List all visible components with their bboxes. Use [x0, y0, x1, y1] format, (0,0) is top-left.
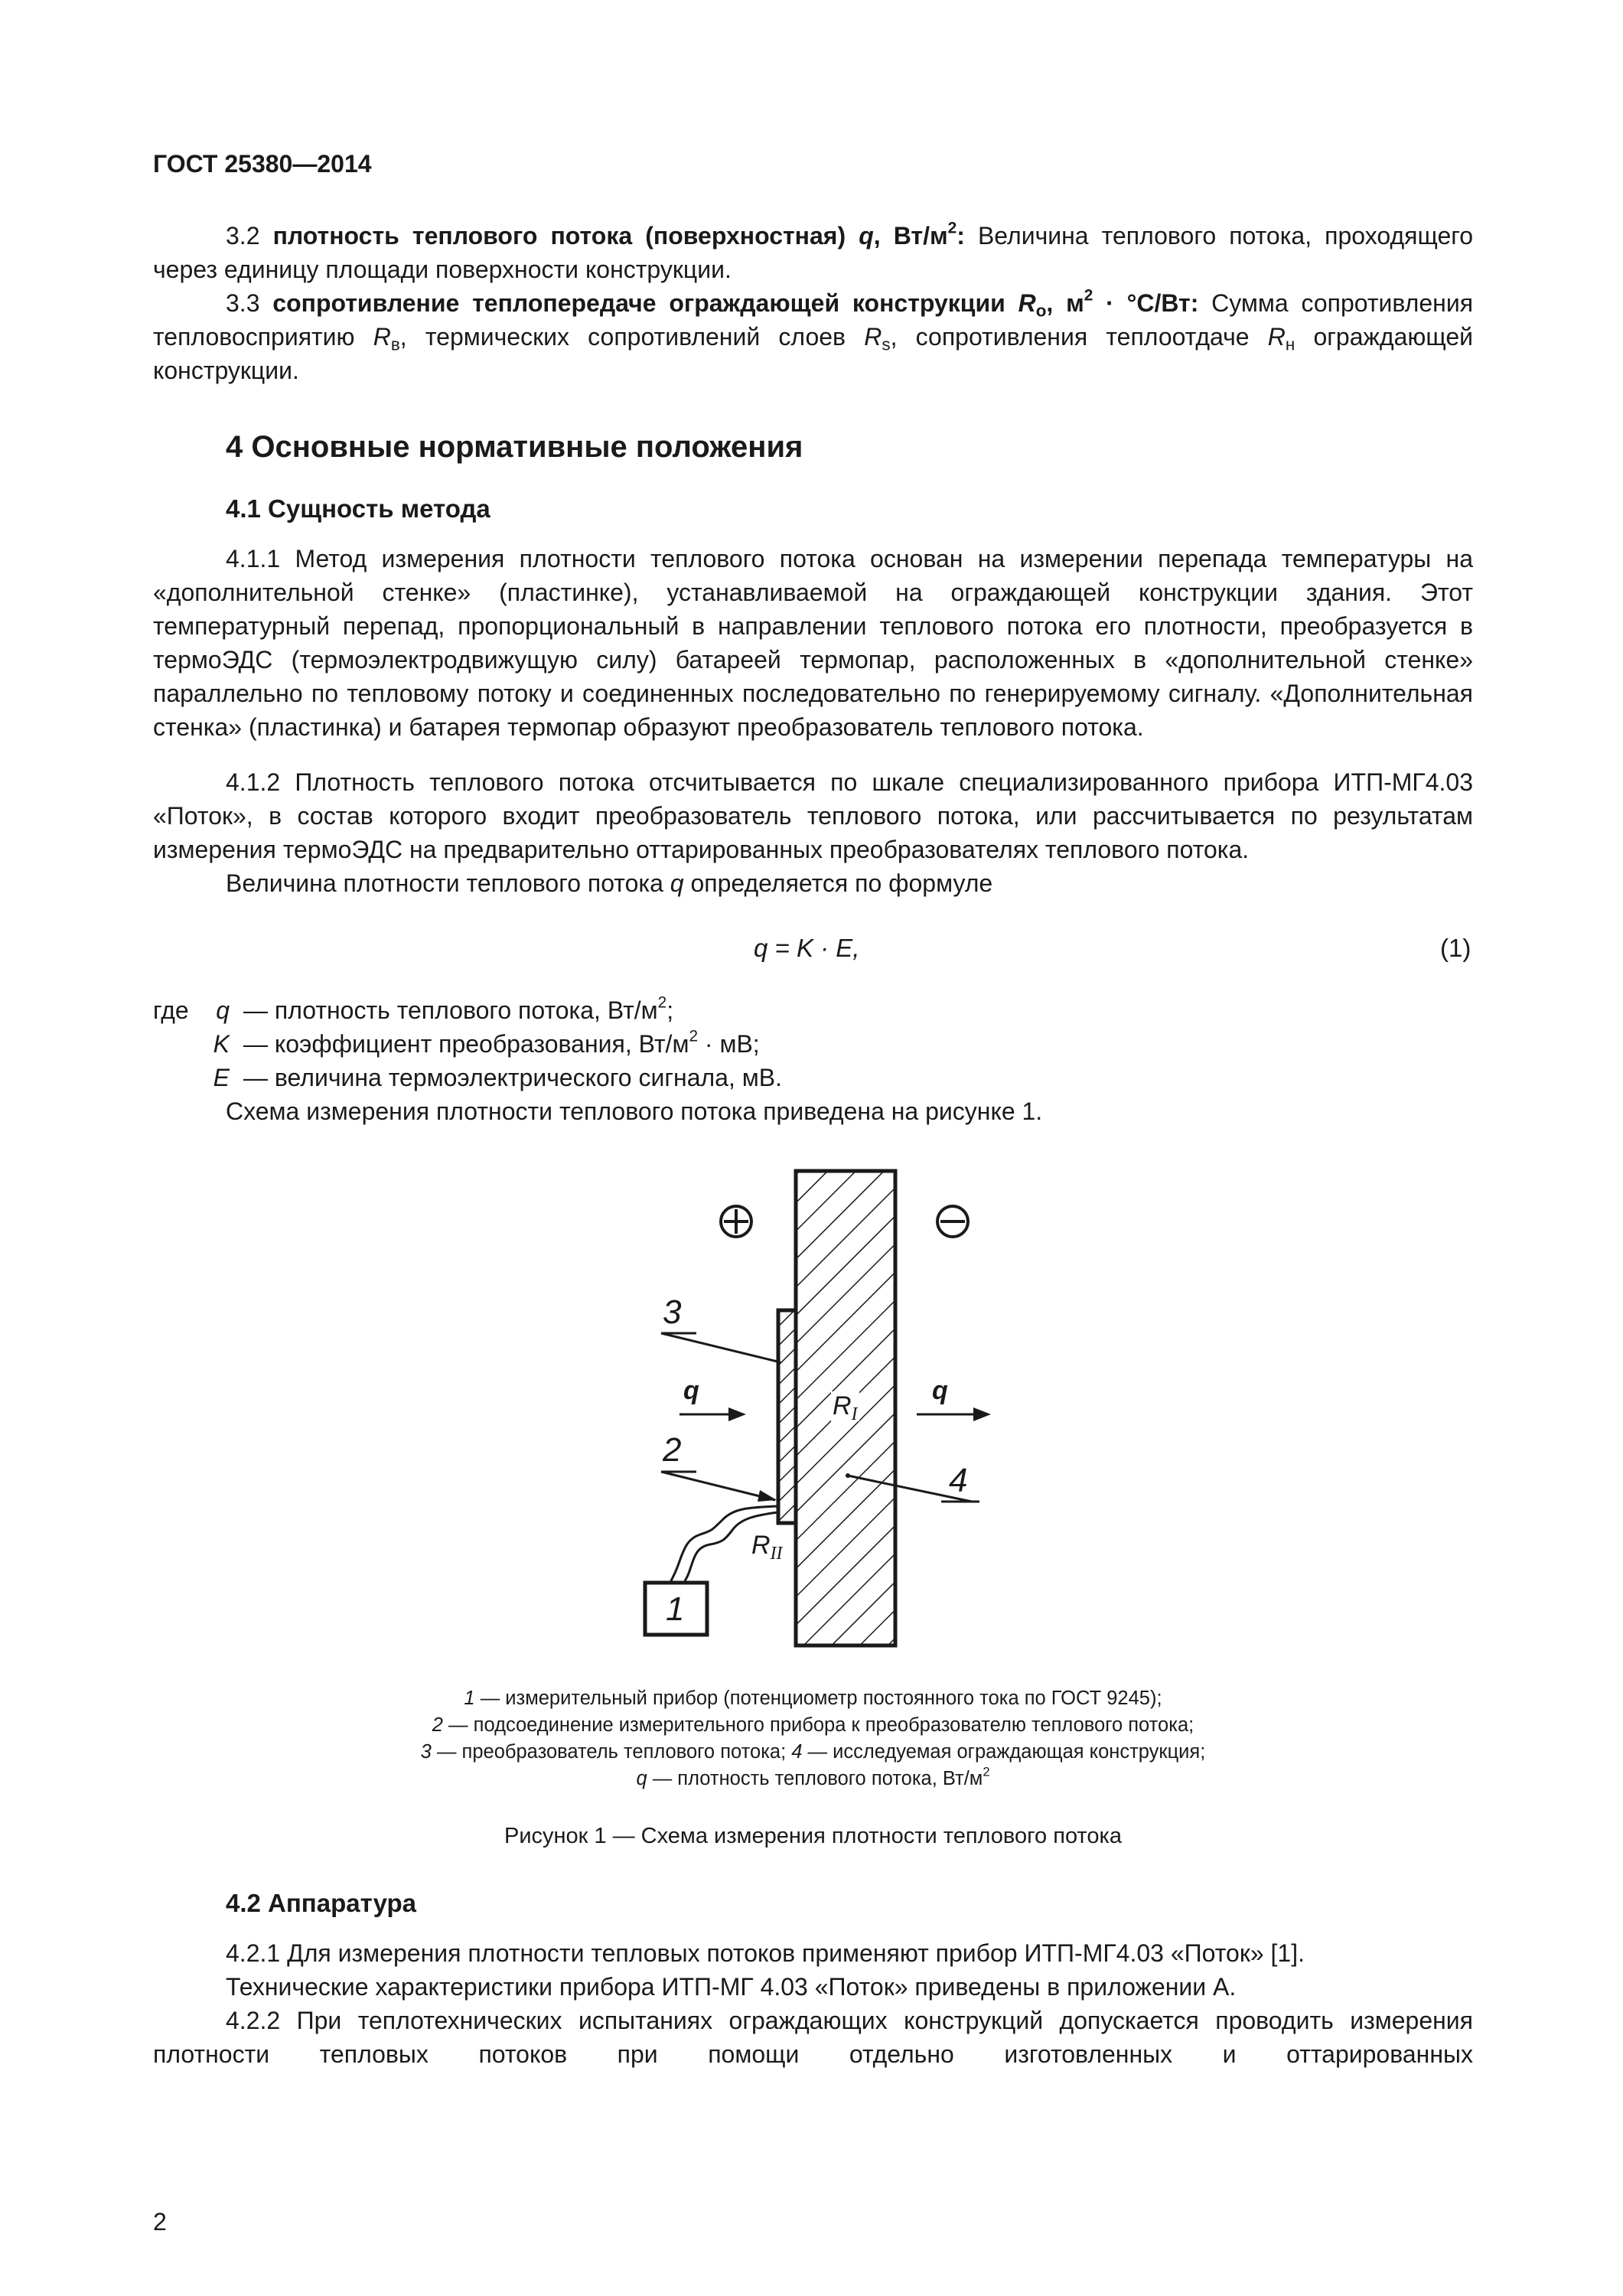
- legend-line: [230, 1739, 1396, 1766]
- where-symbol: K: [213, 1030, 230, 1058]
- figure-label-4: 4: [949, 1462, 968, 1499]
- document-header: ГОСТ 25380—2014: [153, 150, 372, 178]
- formula-intro-text-end: определяется по формуле: [683, 869, 993, 897]
- leader-2: [661, 1472, 775, 1500]
- paragraph-4-2-2: 4.2.2 При теплотехнических испытаниях ограждающих конструкций допускается проводить измерения плотности тепловых потоков при помощи отдельно изготовленных и оттарированных: [153, 2007, 1473, 2068]
- def-term: плотность теплового потока (поверхностная): [272, 222, 859, 249]
- figure-r2: [751, 1531, 783, 1564]
- figure-label-1: 1: [666, 1590, 685, 1628]
- def-unit-exp: 2: [1084, 286, 1093, 305]
- symbol-rs-sub: s: [882, 334, 891, 354]
- symbol-rn-sub: н: [1285, 334, 1295, 354]
- plus-icon: [721, 1206, 751, 1237]
- legend-exp: 2: [983, 1764, 990, 1779]
- leader-2-arrowhead: [758, 1490, 777, 1502]
- legend-num: q: [636, 1768, 647, 1789]
- legend-num: 2: [432, 1714, 443, 1736]
- figure-label-3: 3: [663, 1293, 682, 1331]
- r1-sub: I: [851, 1404, 858, 1425]
- legend-line: [230, 1766, 1396, 1792]
- def-symbol: q: [859, 222, 874, 249]
- symbol-rn: R: [1267, 323, 1286, 351]
- where-desc-end: ;: [666, 996, 674, 1024]
- figure-q-left: q: [683, 1376, 699, 1405]
- def-unit-exp: 2: [947, 219, 957, 237]
- figure-title: Рисунок 1 — Схема измерения плотности теплового потока: [504, 1824, 1122, 1848]
- heat-flow-arrow-right: [917, 1407, 991, 1421]
- def-unit: , м: [1046, 289, 1084, 317]
- legend-text: — подсоединение измерительного прибора к преобразователю теплового потока;: [442, 1714, 1194, 1736]
- paragraph-4-1-2: 4.1.2 Плотность теплового потока отсчитывается по шкале специализированного прибора ИТП-МГ4.03 «Поток», в состав которого входит преобразователь теплового потока, или рассчитывается по результатам измерения термоЭДС на предварительно оттарированных преобразователях теплового потока.: [153, 768, 1473, 863]
- r2-sub: II: [770, 1544, 783, 1564]
- legend-num: 4: [791, 1741, 803, 1763]
- symbol-rv-sub: в: [390, 334, 400, 354]
- r1-symbol: R: [833, 1391, 852, 1420]
- minus-icon: [937, 1206, 968, 1237]
- paragraph-4-2-1: 4.2.1 Для измерения плотности тепловых потоков применяют прибор ИТП-МГ4.03 «Поток» [1].: [226, 1939, 1305, 1967]
- page-number: 2: [153, 2208, 167, 2236]
- paragraph-4-1-1: 4.1.1 Метод измерения плотности теплового потока основан на измерении перепада температуры на «дополнительной стенке» (пластинке), устанавливаемой на ограждающей конструкции здания. Этот температурный перепад, пропорциональный в направлении теплового потока его плотности, преобразуется в термоЭДС (термоэлектродвижущую силу) батареей термопар, расположенных в «дополнительной стенке» параллельно по тепловому потоку и соединенных последовательно по генерируемому сигналу. «Дополнительная стенка» (пластинка) и батарея термопар образуют преобразователь теплового потока.: [153, 545, 1473, 741]
- legend-line: [230, 1712, 1396, 1739]
- leader-3: [661, 1333, 781, 1362]
- def-number: 3.2: [226, 222, 273, 249]
- where-desc: — величина термоэлектрического сигнала, мВ.: [243, 1064, 782, 1091]
- legend-line: [230, 1685, 1396, 1712]
- section-4-2-title: 4.2 Аппаратура: [226, 1889, 417, 1917]
- def-text: ограждающей конструкции.: [153, 323, 1474, 384]
- formula-number: (1): [1440, 934, 1471, 962]
- def-text: , термических сопротивлений слоев: [399, 323, 865, 351]
- formula-intro-text: Величина плотности теплового потока: [226, 869, 670, 897]
- paragraph-4-2-1-b: Технические характеристики прибора ИТП-МГ 4.03 «Поток» приведены в приложении А.: [226, 1973, 1237, 2001]
- legend-text: — плотность теплового потока, Вт/м: [647, 1768, 983, 1789]
- symbol-rs: R: [864, 323, 882, 351]
- def-unit: , Вт/м: [873, 222, 948, 249]
- def-text: Величина теплового потока, проходящего через единицу площади поверхности конструкции.: [153, 222, 1473, 283]
- def-text: Сумма сопротивления тепловосприятию: [153, 289, 1474, 351]
- where-desc: — плотность теплового потока, Вт/м: [243, 996, 658, 1024]
- formula: q = K · E,: [754, 934, 860, 962]
- r2-symbol: R: [751, 1531, 771, 1560]
- where-exp: 2: [689, 1027, 699, 1045]
- def-symbol-sub: о: [1035, 301, 1047, 321]
- def-symbol: R: [1018, 289, 1036, 317]
- section-4-1-title: 4.1 Сущность метода: [226, 494, 490, 523]
- heat-flux-transducer: [778, 1310, 796, 1523]
- legend-text: — исследуемая ограждающая конструкция;: [802, 1741, 1206, 1763]
- def-colon: :: [957, 222, 965, 249]
- def-term: сопротивление теплопередаче ограждающей конструкции: [272, 289, 1018, 317]
- section-4-title: 4 Основные нормативные положения: [226, 430, 803, 464]
- where-desc: — коэффициент преобразования, Вт/м: [243, 1030, 689, 1058]
- formula-intro-symbol: q: [670, 869, 684, 897]
- where-symbol: E: [213, 1064, 230, 1091]
- legend-num: 3: [420, 1741, 432, 1763]
- figure-q-right: q: [932, 1376, 948, 1405]
- symbol-rv: R: [373, 323, 391, 351]
- scheme-reference: Схема измерения плотности теплового потока приведена на рисунке 1.: [226, 1097, 1043, 1125]
- where-prefix: где: [153, 996, 189, 1024]
- legend-text: — преобразователь теплового потока;: [431, 1741, 792, 1763]
- legend-num: 1: [464, 1688, 475, 1709]
- where-symbol: q: [216, 996, 230, 1024]
- heat-flow-arrow-left: [680, 1407, 746, 1421]
- def-text: , сопротивления теплоотдаче: [890, 323, 1268, 351]
- def-number: 3.3: [226, 289, 273, 317]
- figure-r1: [831, 1391, 859, 1425]
- where-exp: 2: [657, 993, 667, 1012]
- figure-legend: [230, 1685, 1396, 1792]
- where-desc-end: · мВ;: [698, 1030, 760, 1058]
- def-unit-rest: · °С/Вт:: [1093, 289, 1199, 317]
- legend-text: — измерительный прибор (потенциометр постоянного тока по ГОСТ 9245);: [474, 1688, 1162, 1709]
- leader-4-dot: [846, 1473, 850, 1478]
- figure-label-2: 2: [663, 1431, 682, 1469]
